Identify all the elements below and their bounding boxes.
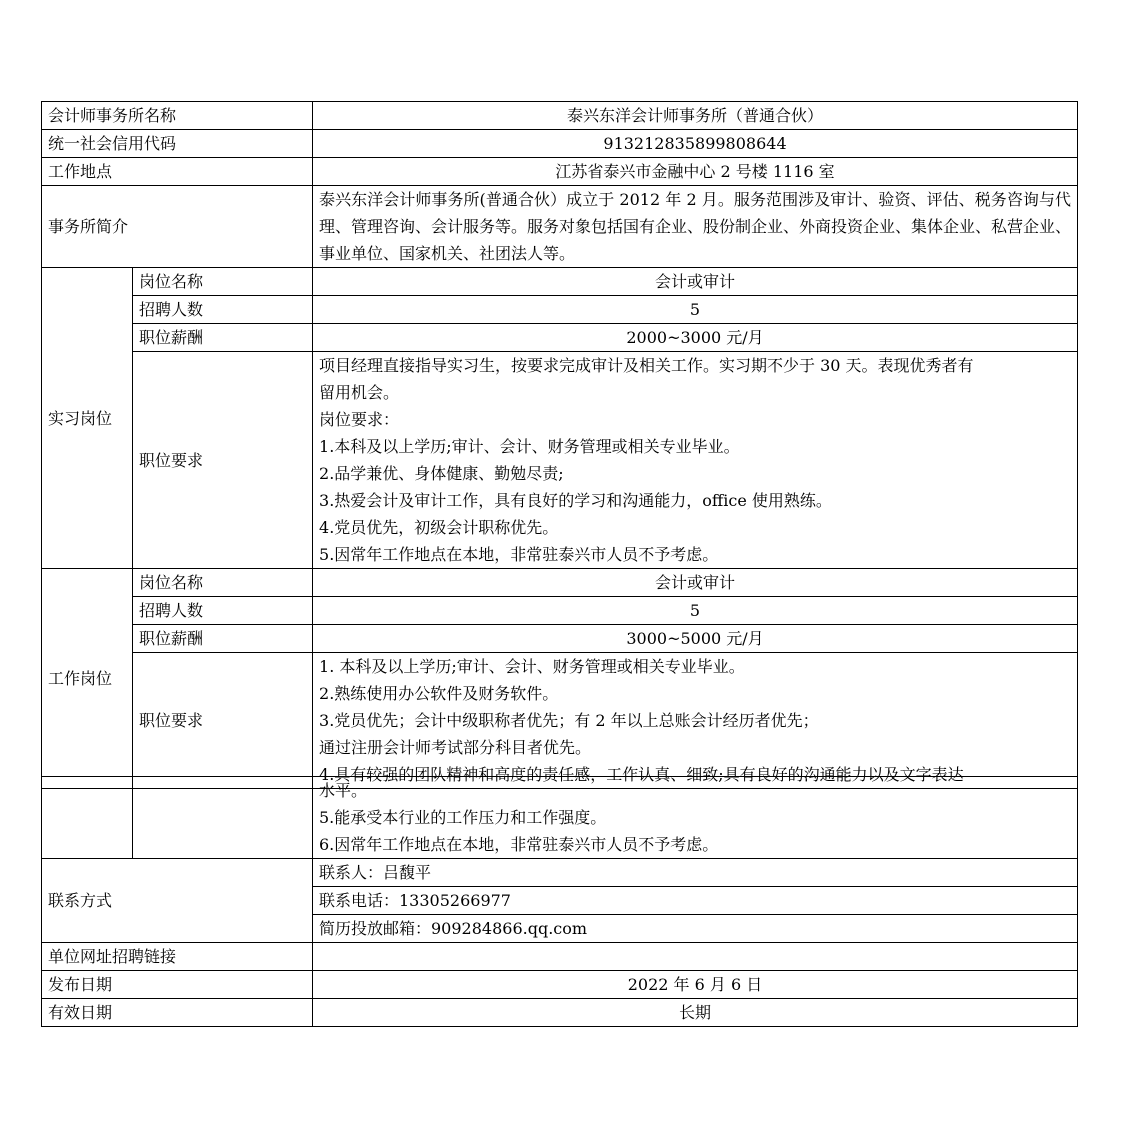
intern-position-value: 会计或审计 (313, 268, 1078, 296)
intern-req-line: 1.本科及以上学历;审计、会计、财务管理或相关专业毕业。 (319, 437, 740, 456)
job-count-row (42, 597, 1078, 625)
credit-code-value: 91321283589980864​4 (313, 130, 1078, 158)
intern-salary-label: 职位薪酬 (133, 324, 313, 352)
empty-cell (133, 777, 313, 859)
firm-name-label: 会计师事务所名称 (42, 102, 313, 130)
contact-label: 联系方式 (42, 859, 313, 943)
intern-count-label: 招聘人数 (133, 296, 313, 324)
website-row (42, 943, 1078, 971)
firm-name-row (42, 102, 1078, 130)
job-count-label: 招聘人数 (133, 597, 313, 625)
job-position-label: 岗位名称 (133, 569, 313, 597)
intro-label: 事务所简介 (42, 186, 313, 268)
credit-code-row (42, 130, 1078, 158)
contact-email: 简历投放邮箱：909284866.qq.com (313, 915, 1078, 943)
intern-req-line: 项目经理直接指导实习生，按要求完成审计及相关工作。实习期不少于 30 天。表现优秀者有 (319, 356, 974, 375)
job-req-line: 4.具有较强的团队精神和高度的责任感，工作认真、细致;具有良好的沟通能力以及文字表达 (319, 765, 964, 784)
valid-date-row (42, 999, 1078, 1027)
publish-date-row (42, 971, 1078, 999)
contact-person: 联系人：吕馥平 (313, 859, 1078, 887)
address-value: 江苏省泰兴市金融中心 2 号楼 1116 室 (313, 158, 1078, 186)
intern-req-label: 职位要求 (133, 352, 313, 569)
job-req-value (313, 653, 1078, 789)
intern-req-line: 2.品学兼优、身体健康、勤勉尽责; (319, 464, 564, 483)
website-value (313, 943, 1078, 971)
intro-row (42, 186, 1078, 268)
job-salary-row (42, 625, 1078, 653)
job-req-continued-row (42, 777, 1078, 859)
website-label: 单位网址招聘链接 (42, 943, 313, 971)
intern-salary-value: 2000~3000 元/月 (313, 324, 1078, 352)
credit-code-label: 统一社会信用代码 (42, 130, 313, 158)
job-req-line: 通过注册会计师考试部分科目者优先。 (319, 738, 592, 757)
job-req-line: 6.因常年工作地点在本地，非常驻泰兴市人员不予考虑。 (319, 835, 719, 854)
job-salary-value: 3000~5000 元/月 (313, 625, 1078, 653)
intern-req-line: 3.热爱会计及审计工作，具有良好的学习和沟通能力，office 使用熟练。 (319, 491, 832, 510)
intro-text: 泰兴东洋会计师事务所(普通合伙）成立于 2012 年 2 月。服务范围涉及审计、验资、评估、税务咨询与代理、管理咨询、会计服务等。服务对象包括国有企业、股份制企业、外商投资企业、集体企业、私营企业、事业单位、国家机关、社团法人等。 (319, 190, 1072, 263)
intern-section-label: 实习岗位 (42, 268, 133, 569)
job-salary-label: 职位薪酬 (133, 625, 313, 653)
intern-req-line: 5.因常年工作地点在本地，非常驻泰兴市人员不予考虑。 (319, 545, 719, 564)
recruitment-table-continued (41, 776, 1078, 1027)
intern-position-label: 岗位名称 (133, 268, 313, 296)
job-req-label: 职位要求 (133, 653, 313, 789)
intro-value (313, 186, 1078, 268)
intern-req-line: 岗位要求： (319, 410, 400, 429)
job-req-line: 1. 本科及以上学历;审计、会计、财务管理或相关专业毕业。 (319, 657, 745, 676)
intern-req-line: 留用机会。 (319, 383, 400, 402)
empty-cell (42, 777, 133, 859)
job-position-value: 会计或审计 (313, 569, 1078, 597)
job-count-value: 5 (313, 597, 1078, 625)
intern-count-row (42, 296, 1078, 324)
job-req-line: 3.党员优先；会计中级职称者优先；有 2 年以上总账会计经历者优先； (319, 711, 819, 730)
address-label: 工作地点 (42, 158, 313, 186)
job-section-label: 工作岗位 (42, 569, 133, 789)
job-req-line: 2.熟练使用办公软件及财务软件。 (319, 684, 559, 703)
job-position-row (42, 569, 1078, 597)
intern-req-value (313, 352, 1078, 569)
firm-name-value: 泰兴东洋会计师事务所（普通合伙） (313, 102, 1078, 130)
job-req-line: 5.能承受本行业的工作压力和工作强度。 (319, 808, 607, 827)
intern-salary-row (42, 324, 1078, 352)
job-req-row (42, 653, 1078, 789)
publish-date-value: 2022 年 6 月 6 日 (313, 971, 1078, 999)
address-row (42, 158, 1078, 186)
contact-person-row (42, 859, 1078, 887)
intern-position-row (42, 268, 1078, 296)
intern-req-row (42, 352, 1078, 569)
job-req-continued-value (313, 777, 1078, 859)
intern-count-value: 5 (313, 296, 1078, 324)
contact-phone: 联系电话：13305266977 (313, 887, 1078, 915)
job-req-line: 水平。 (319, 781, 368, 800)
intern-req-line: 4.党员优先，初级会计职称优先。 (319, 518, 559, 537)
recruitment-table (41, 101, 1078, 789)
publish-date-label: 发布日期 (42, 971, 313, 999)
valid-date-value: 长期 (313, 999, 1078, 1027)
valid-date-label: 有效日期 (42, 999, 313, 1027)
